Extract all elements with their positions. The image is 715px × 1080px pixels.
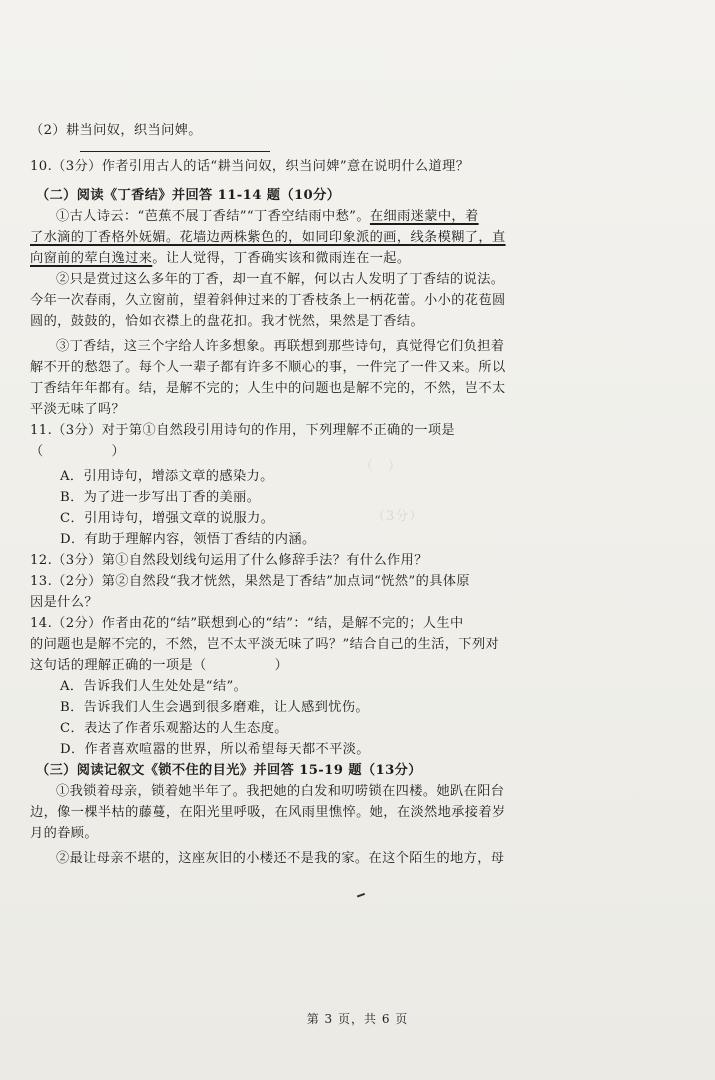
answer-bracket: （ ）	[30, 444, 126, 459]
paragraph-1-line: ①古人诗云：“芭蕉不展丁香结”“丁香空结雨中愁”。在细雨迷蒙中，着	[56, 209, 479, 224]
answer-blank-line	[80, 151, 270, 152]
option-b: B．告诉我们人生会遇到很多磨难，让人感到忧伤。	[60, 700, 370, 715]
passage-paragraph-1: 边，像一棵半枯的藤蔓，在阳光里呼吸，在风雨里憔悴。她，在淡然地承接着岁	[30, 805, 506, 820]
option-a: A．告诉我们人生处处是“结”。	[60, 679, 248, 694]
underlined-sentence: 在细雨迷蒙中，着	[369, 209, 479, 224]
paragraph-1-line: 向窗前的荤白逸过来。让人觉得，丁香确实该和微雨连在一起。	[30, 251, 411, 266]
question-11: 11.（3分）对于第①自然段引用诗句的作用，下列理解不正确的一项是	[30, 423, 455, 438]
quote-line-2: （2）耕当问奴，织当问婢。	[30, 123, 202, 138]
paragraph-3-line: 解不开的愁怨了。每个人一辈子都有许多不顺心的事，一件完了一件又来。所以	[30, 360, 506, 375]
section-3-heading: （三）阅读记叙文《锁不住的目光》并回答 15-19 题（13分）	[36, 763, 422, 778]
paragraph-3-line: 丁香结年年都有。结，是解不完的；人生中的问题也是解不完的，不然，岂不太	[30, 381, 506, 396]
underlined-sentence: 向窗前的荤白逸过来	[30, 251, 153, 266]
paragraph-2-line: 圆的，鼓鼓的，恰如衣襟上的盘花扣。我才恍然，果然是丁香结。	[30, 314, 425, 329]
option-d: D．有助于理解内容，领悟丁香结的内涵。	[60, 532, 316, 547]
option-b: B．为了进一步写出丁香的美丽。	[60, 490, 261, 505]
passage-paragraph-1: 月的眷顾。	[30, 826, 98, 841]
option-d: D．作者喜欢喧嚣的世界，所以希望每天都不平淡。	[60, 742, 370, 757]
question-12: 12.（3分）第①自然段划线句运用了什么修辞手法？有什么作用？	[30, 553, 428, 568]
passage-paragraph-2: ②最让母亲不堪的，这座灰旧的小楼还不是我的家。在这个陌生的地方，母	[56, 851, 505, 866]
paragraph-2-line: 今年一次春雨，久立窗前，望着斜伸过来的丁香枝条上一柄花蕾。小小的花苞圆	[30, 293, 506, 308]
option-c: C．引用诗句，增强文章的说服力。	[60, 511, 275, 526]
option-c: C．表达了作者乐观豁达的人生态度。	[60, 721, 288, 736]
paragraph-3-line: 平淡无味了吗？	[30, 402, 126, 417]
question-14: 这句话的理解正确的一项是（ ）	[30, 658, 289, 673]
bleed-through-text: （ ）	[360, 459, 403, 474]
bleed-through-text: （3分）	[372, 509, 424, 524]
option-a: A．引用诗句，增添文章的感染力。	[60, 469, 274, 484]
pen-mark	[357, 893, 367, 903]
question-14: 14.（2分）作者由花的“结”联想到心的“结”：“结，是解不完的；人生中	[30, 616, 464, 631]
question-10: 10.（3分）作者引用古人的话“耕当问奴，织当问婢”意在说明什么道理？	[30, 159, 470, 174]
question-14: 的问题也是解不完的，不然，岂不太平淡无味了吗？”结合自己的生活，下列对	[30, 637, 500, 652]
underlined-sentence: 了水滴的丁香格外妩媚。花墙边两株紫色的，如同印象派的画，线条模糊了，直	[30, 230, 506, 245]
passage-paragraph-1: ①我锁着母亲，锁着她半年了。我把她的白发和叨唠锁在四楼。她趴在阳台	[56, 784, 505, 799]
question-13: 13.（2分）第②自然段“我才恍然，果然是丁香结”加点词“恍然”的具体原	[30, 574, 470, 589]
page-footer: 第 3 页，共 6 页	[306, 1012, 409, 1026]
paragraph-2-line: ②只是赏过这么多年的丁香，却一直不解，何以古人发明了丁香结的说法。	[56, 272, 505, 287]
exam-content	[30, 120, 548, 869]
section-2-heading: （二）阅读《丁香结》并回答 11-14 题（10分）	[36, 188, 341, 203]
paragraph-3-line: ③丁香结，这三个字给人许多想象。再联想到那些诗句，真觉得它们负担着	[56, 339, 505, 354]
question-13: 因是什么？	[30, 595, 98, 610]
